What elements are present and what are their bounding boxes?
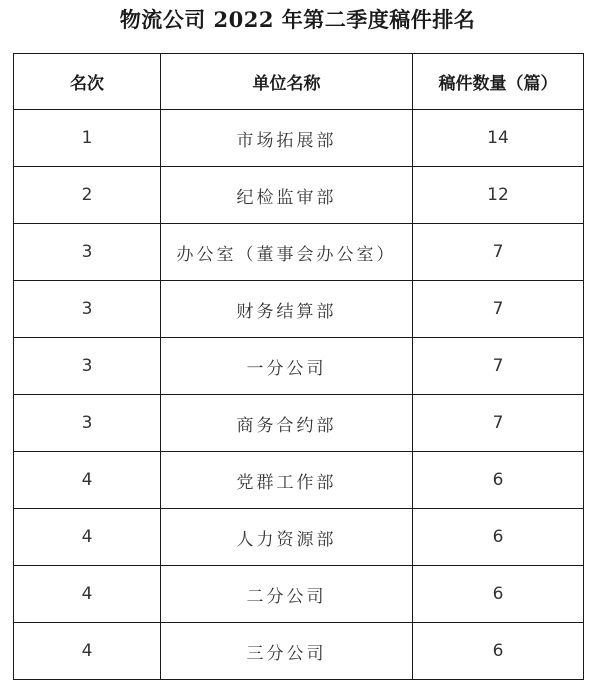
article-count-cell: 6 xyxy=(413,509,584,566)
unit-name-cell: 三分公司 xyxy=(161,623,413,680)
article-count-cell: 7 xyxy=(413,281,584,338)
table-row xyxy=(14,566,584,623)
rank-cell: 4 xyxy=(14,452,161,509)
unit-name-cell: 人力资源部 xyxy=(161,509,413,566)
rank-cell: 2 xyxy=(14,167,161,224)
table-row xyxy=(14,452,584,509)
article-count-cell: 7 xyxy=(413,224,584,281)
unit-name-cell: 一分公司 xyxy=(161,338,413,395)
rank-cell: 4 xyxy=(14,623,161,680)
table-header-row xyxy=(14,54,584,110)
unit-name-cell: 党群工作部 xyxy=(161,452,413,509)
article-count-cell: 7 xyxy=(413,338,584,395)
unit-name-cell: 办公室（董事会办公室） xyxy=(161,224,413,281)
rank-cell: 3 xyxy=(14,224,161,281)
table-row xyxy=(14,167,584,224)
unit-name-cell: 二分公司 xyxy=(161,566,413,623)
rank-cell: 1 xyxy=(14,110,161,167)
table-row xyxy=(14,623,584,680)
article-count-cell: 12 xyxy=(413,167,584,224)
article-count-cell: 6 xyxy=(413,566,584,623)
article-count-cell: 14 xyxy=(413,110,584,167)
header-article-count: 稿件数量（篇） xyxy=(413,54,584,110)
article-count-cell: 6 xyxy=(413,452,584,509)
table-row xyxy=(14,338,584,395)
ranking-table xyxy=(13,53,584,680)
table-row xyxy=(14,110,584,167)
table-row xyxy=(14,224,584,281)
article-count-cell: 6 xyxy=(413,623,584,680)
rank-cell: 4 xyxy=(14,566,161,623)
page-title: 物流公司 2022 年第二季度稿件排名 xyxy=(119,7,476,32)
rank-cell: 3 xyxy=(14,395,161,452)
unit-name-cell: 财务结算部 xyxy=(161,281,413,338)
header-unit-name: 单位名称 xyxy=(161,54,413,110)
unit-name-cell: 市场拓展部 xyxy=(161,110,413,167)
table-row xyxy=(14,395,584,452)
header-rank: 名次 xyxy=(14,54,161,110)
unit-name-cell: 纪检监审部 xyxy=(161,167,413,224)
table-row xyxy=(14,281,584,338)
table-row xyxy=(14,509,584,566)
rank-cell: 4 xyxy=(14,509,161,566)
unit-name-cell: 商务合约部 xyxy=(161,395,413,452)
article-count-cell: 7 xyxy=(413,395,584,452)
rank-cell: 3 xyxy=(14,281,161,338)
rank-cell: 3 xyxy=(14,338,161,395)
